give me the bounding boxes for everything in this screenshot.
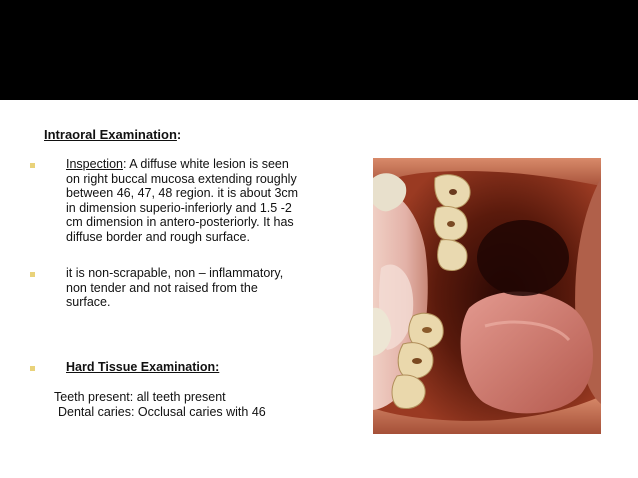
inspection-text: : A diffuse white lesion is seen [122,157,289,171]
inspection-line [66,157,298,172]
intraoral-photo [373,158,601,434]
hard-tissue-heading [66,360,219,375]
bullet-marker [30,272,35,277]
bullet-marker [30,163,35,168]
lesion-character-paragraph [66,266,283,310]
heading-label: Intraoral Examination [44,127,177,142]
heading-colon: : [176,127,182,142]
intraoral-examination-heading [44,127,181,143]
inspection-line: in dimension superio-inferiorly and 1.5 -2 [66,200,292,215]
character-line: non tender and not raised from the [66,280,258,295]
slide-header-bar [0,0,638,100]
inspection-label: Inspection [66,157,123,171]
teeth-present-line: Teeth present: all teeth present [54,390,226,404]
inspection-paragraph [66,157,298,245]
bullet-marker [30,366,35,371]
character-line: surface. [66,295,111,310]
dental-caries-line: Dental caries: Occlusal caries with 46 [58,405,266,419]
inspection-line: between 46, 47, 48 region. it is about 3cm [66,186,299,201]
inspection-line: cm dimension in antero-posteriorly. It has [66,215,294,230]
inspection-line: diffuse border and rough surface. [66,229,250,244]
hard-tissue-label: Hard Tissue Examination: [66,360,220,374]
inspection-line: on right buccal mucosa extending roughly [66,171,297,186]
character-line: it is non-scrapable, non – inflammatory, [66,266,284,280]
